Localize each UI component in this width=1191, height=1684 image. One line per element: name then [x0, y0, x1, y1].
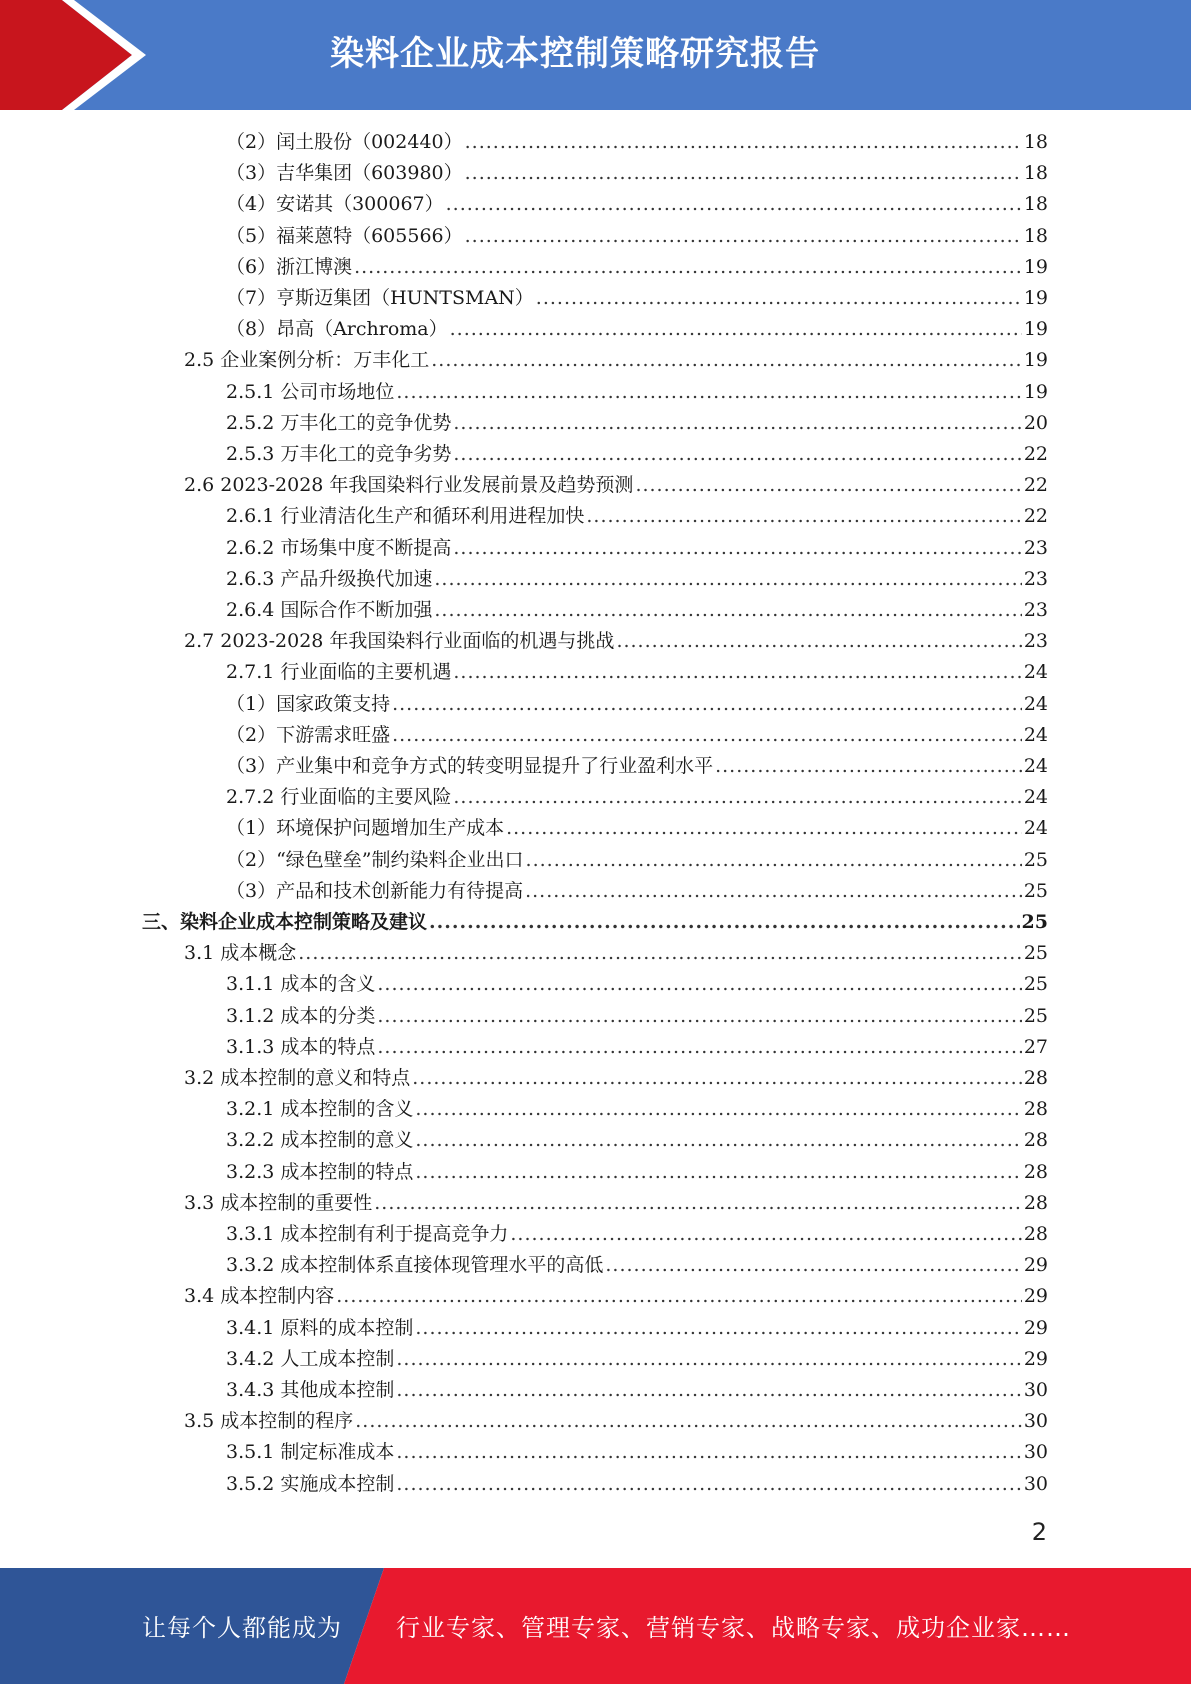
toc-entry-page: 19 [1023, 349, 1048, 371]
toc-entry[interactable] [226, 1157, 1048, 1188]
toc-entry-label: 3.2.3 成本控制的特点 [226, 1161, 414, 1183]
toc-entry-page: 19 [1023, 287, 1048, 309]
toc-entry-page: 23 [1023, 568, 1048, 590]
toc-entry[interactable] [226, 377, 1048, 408]
toc-entry[interactable] [226, 252, 1048, 283]
toc-entry-label: 2.5.1 公司市场地位 [226, 381, 395, 403]
toc-entry[interactable] [226, 1313, 1048, 1344]
footer-slogan-left: 让每个人都能成为 [142, 1614, 342, 1642]
toc-entry[interactable] [226, 876, 1048, 907]
toc-entry[interactable] [184, 938, 1048, 969]
toc-entry-label: 3.4.2 人工成本控制 [226, 1348, 395, 1370]
toc-entry-page: 29 [1023, 1254, 1048, 1276]
toc-entry-page: 25 [1021, 911, 1048, 933]
toc-entry-label: （2）闰土股份（002440） [226, 131, 463, 153]
toc-entry-page: 30 [1023, 1473, 1048, 1495]
page-header [0, 0, 1191, 110]
toc-entry[interactable] [226, 1250, 1048, 1281]
toc-dot-leader [396, 1344, 1021, 1375]
toc-entry-label: 3.1.1 成本的含义 [226, 973, 376, 995]
toc-dot-leader [465, 221, 1022, 252]
toc-entry[interactable] [226, 657, 1048, 688]
toc-dot-leader [354, 252, 1022, 283]
toc-entry[interactable] [226, 1125, 1048, 1156]
toc-entry-page: 28 [1023, 1161, 1048, 1183]
toc-entry[interactable] [226, 720, 1048, 751]
toc-dot-leader [298, 938, 1022, 969]
toc-dot-leader [506, 813, 1022, 844]
toc-entry-label: （1）环境保护问题增加生产成本 [226, 817, 505, 839]
toc-entry-page: 22 [1023, 474, 1048, 496]
header-arrow-decoration [0, 0, 160, 110]
toc-entry-label: 3.3.1 成本控制有利于提高竞争力 [226, 1223, 509, 1245]
toc-entry-page: 24 [1023, 755, 1048, 777]
toc-entry[interactable] [226, 969, 1048, 1000]
toc-dot-leader [453, 657, 1021, 688]
toc-dot-leader [586, 501, 1021, 532]
toc-dot-leader [415, 1313, 1021, 1344]
toc-entry[interactable] [226, 408, 1048, 439]
toc-dot-leader [616, 626, 1021, 657]
toc-entry-label: 三、染料企业成本控制策略及建议 [142, 911, 428, 933]
toc-entry-page: 22 [1023, 443, 1048, 465]
toc-entry[interactable] [226, 1375, 1048, 1406]
toc-dot-leader [715, 751, 1022, 782]
toc-entry[interactable] [226, 595, 1048, 626]
toc-entry-page: 25 [1023, 849, 1048, 871]
toc-entry[interactable] [226, 1344, 1048, 1375]
toc-dot-leader [434, 564, 1021, 595]
toc-entry-page: 25 [1023, 973, 1048, 995]
toc-entry[interactable] [226, 189, 1048, 220]
toc-dot-leader [453, 782, 1021, 813]
toc-entry[interactable] [226, 158, 1048, 189]
toc-entry-label: 2.7.2 行业面临的主要风险 [226, 786, 452, 808]
toc-entry-label: （2）“绿色壁垒”制约染料企业出口 [226, 849, 524, 871]
toc-entry-label: （8）昂高（Archroma） [226, 318, 448, 340]
toc-entry-page: 29 [1023, 1317, 1048, 1339]
toc-entry-page: 23 [1023, 599, 1048, 621]
toc-entry-page: 18 [1023, 225, 1048, 247]
toc-entry-label: （3）产业集中和竞争方式的转变明显提升了行业盈利水平 [226, 755, 714, 777]
toc-entry-label: 2.5 企业案例分析：万丰化工 [184, 349, 430, 371]
toc-dot-leader [525, 876, 1022, 907]
toc-entry[interactable] [184, 1188, 1048, 1219]
toc-entry-page: 29 [1023, 1348, 1048, 1370]
toc-dot-leader [605, 1250, 1021, 1281]
toc-entry[interactable] [226, 439, 1048, 470]
toc-entry[interactable] [226, 845, 1048, 876]
toc-entry[interactable] [142, 907, 1048, 938]
toc-entry[interactable] [226, 1032, 1048, 1063]
toc-entry[interactable] [184, 626, 1048, 657]
toc-entry-label: 3.3 成本控制的重要性 [184, 1192, 373, 1214]
toc-entry[interactable] [226, 813, 1048, 844]
footer-slogan-right: 行业专家、管理专家、营销专家、战略专家、成功企业家…… [396, 1614, 1071, 1642]
toc-entry-page: 19 [1023, 381, 1048, 403]
toc-entry-page: 28 [1023, 1223, 1048, 1245]
toc-dot-leader [396, 1375, 1021, 1406]
toc-entry-page: 24 [1023, 661, 1048, 683]
page-footer [0, 1568, 1191, 1684]
toc-entry-label: 3.5.2 实施成本控制 [226, 1473, 395, 1495]
toc-entry-label: 3.3.2 成本控制体系直接体现管理水平的高低 [226, 1254, 604, 1276]
toc-dot-leader [396, 1469, 1021, 1500]
toc-entry-page: 25 [1023, 880, 1048, 902]
toc-entry-page: 19 [1023, 318, 1048, 340]
toc-entry-label: （3）吉华集团（603980） [226, 162, 463, 184]
toc-entry-label: 3.5.1 制定标准成本 [226, 1441, 395, 1463]
toc-entry[interactable] [226, 283, 1048, 314]
toc-entry-label: （3）产品和技术创新能力有待提高 [226, 880, 524, 902]
toc-entry-page: 22 [1023, 505, 1048, 527]
toc-dot-leader [374, 1188, 1022, 1219]
toc-entry-page: 27 [1023, 1036, 1048, 1058]
toc-entry-page: 28 [1023, 1067, 1048, 1089]
toc-entry-label: 3.2.1 成本控制的含义 [226, 1098, 414, 1120]
toc-entry-page: 19 [1023, 256, 1048, 278]
toc-entry-page: 30 [1023, 1379, 1048, 1401]
toc-entry[interactable] [226, 127, 1048, 158]
toc-dot-leader [396, 377, 1021, 408]
toc-dot-leader [415, 1157, 1021, 1188]
toc-entry[interactable] [184, 345, 1048, 376]
toc-entry[interactable] [226, 1219, 1048, 1250]
toc-entry-label: 2.6.3 产品升级换代加速 [226, 568, 433, 590]
toc-dot-leader [510, 1219, 1021, 1250]
toc-entry-page: 23 [1023, 630, 1048, 652]
toc-entry-label: （4）安诺其（300067） [226, 193, 444, 215]
toc-dot-leader [377, 1001, 1021, 1032]
toc-entry[interactable] [226, 564, 1048, 595]
toc-entry-page: 23 [1023, 537, 1048, 559]
toc-entry-page: 28 [1023, 1098, 1048, 1120]
toc-entry-page: 24 [1023, 817, 1048, 839]
toc-dot-leader [465, 127, 1022, 158]
page-number: 2 [1031, 1518, 1047, 1546]
toc-dot-leader [434, 595, 1021, 626]
toc-entry-page: 18 [1023, 162, 1048, 184]
toc-dot-leader [453, 439, 1021, 470]
toc-entry-label: 2.6.4 国际合作不断加强 [226, 599, 433, 621]
toc-dot-leader [392, 720, 1022, 751]
toc-dot-leader [635, 470, 1021, 501]
toc-entry-label: 3.4.1 原料的成本控制 [226, 1317, 414, 1339]
toc-entry-label: 3.2.2 成本控制的意义 [226, 1129, 414, 1151]
toc-entry-label: 3.4 成本控制内容 [184, 1285, 335, 1307]
toc-entry-label: 2.6.1 行业清洁化生产和循环利用进程加快 [226, 505, 585, 527]
toc-dot-leader [431, 345, 1022, 376]
toc-dot-leader [412, 1063, 1022, 1094]
toc-entry[interactable] [226, 501, 1048, 532]
toc-entry[interactable] [226, 1094, 1048, 1125]
toc-entry-page: 24 [1023, 786, 1048, 808]
toc-entry-page: 24 [1023, 693, 1048, 715]
toc-dot-leader [429, 907, 1020, 938]
toc-dot-leader [336, 1281, 1022, 1312]
toc-entry-label: （2）下游需求旺盛 [226, 724, 391, 746]
toc-dot-leader [415, 1094, 1021, 1125]
toc-entry-page: 30 [1023, 1441, 1048, 1463]
toc-entry-label: 2.5.2 万丰化工的竞争优势 [226, 412, 452, 434]
toc-entry[interactable] [226, 689, 1048, 720]
toc-dot-leader [453, 533, 1021, 564]
toc-entry[interactable] [226, 1437, 1048, 1468]
toc-dot-leader [446, 189, 1022, 220]
toc-dot-leader [536, 283, 1022, 314]
toc-entry-page: 25 [1023, 942, 1048, 964]
toc-entry-page: 30 [1023, 1410, 1048, 1432]
toc-dot-leader [392, 689, 1022, 720]
toc-entry-page: 18 [1023, 193, 1048, 215]
toc-entry-label: 2.7 2023-2028 年我国染料行业面临的机遇与挑战 [184, 630, 615, 652]
toc-entry[interactable] [226, 751, 1048, 782]
toc-entry[interactable] [184, 1281, 1048, 1312]
toc-dot-leader [526, 845, 1022, 876]
toc-dot-leader [377, 969, 1021, 1000]
toc-entry-label: 2.6 2023-2028 年我国染料行业发展前景及趋势预测 [184, 474, 634, 496]
toc-entry-label: 2.5.3 万丰化工的竞争劣势 [226, 443, 452, 465]
toc-entry[interactable] [184, 470, 1048, 501]
toc-entry-label: 3.1.2 成本的分类 [226, 1005, 376, 1027]
toc-entry-page: 28 [1023, 1129, 1048, 1151]
toc-dot-leader [450, 314, 1022, 345]
toc-entry-label: 3.1.3 成本的特点 [226, 1036, 376, 1058]
toc-entry-label: 2.7.1 行业面临的主要机遇 [226, 661, 452, 683]
report-title: 染料企业成本控制策略研究报告 [330, 34, 820, 74]
toc-entry-label: 3.5 成本控制的程序 [184, 1410, 354, 1432]
toc-entry[interactable] [226, 1469, 1048, 1500]
toc-entry-label: 3.1 成本概念 [184, 942, 297, 964]
toc-entry[interactable] [226, 1001, 1048, 1032]
toc-entry[interactable] [184, 1063, 1048, 1094]
toc-entry-page: 28 [1023, 1192, 1048, 1214]
toc-entry-page: 20 [1023, 412, 1048, 434]
toc-entry-label: （1）国家政策支持 [226, 693, 391, 715]
toc-dot-leader [415, 1125, 1021, 1156]
toc-dot-leader [465, 158, 1022, 189]
toc-dot-leader [355, 1406, 1022, 1437]
toc-dot-leader [453, 408, 1021, 439]
toc-entry-page: 25 [1023, 1005, 1048, 1027]
toc-entry-label: 2.6.2 市场集中度不断提高 [226, 537, 452, 559]
toc-entry-page: 29 [1023, 1285, 1048, 1307]
toc-entry-page: 24 [1023, 724, 1048, 746]
toc-entry-label: 3.4.3 其他成本控制 [226, 1379, 395, 1401]
toc-entry[interactable] [226, 221, 1048, 252]
toc-entry[interactable] [226, 782, 1048, 813]
toc-entry-label: （6）浙江博澳 [226, 256, 353, 278]
toc-entry[interactable] [226, 533, 1048, 564]
toc-entry-label: 3.2 成本控制的意义和特点 [184, 1067, 411, 1089]
toc-entry[interactable] [184, 1406, 1048, 1437]
toc-entry-page: 18 [1023, 131, 1048, 153]
toc-entry-label: （5）福莱蒽特（605566） [226, 225, 463, 247]
toc-dot-leader [396, 1437, 1021, 1468]
toc-dot-leader [377, 1032, 1021, 1063]
toc-entry[interactable] [226, 314, 1048, 345]
toc-entry-label: （7）亨斯迈集团（HUNTSMAN） [226, 287, 534, 309]
